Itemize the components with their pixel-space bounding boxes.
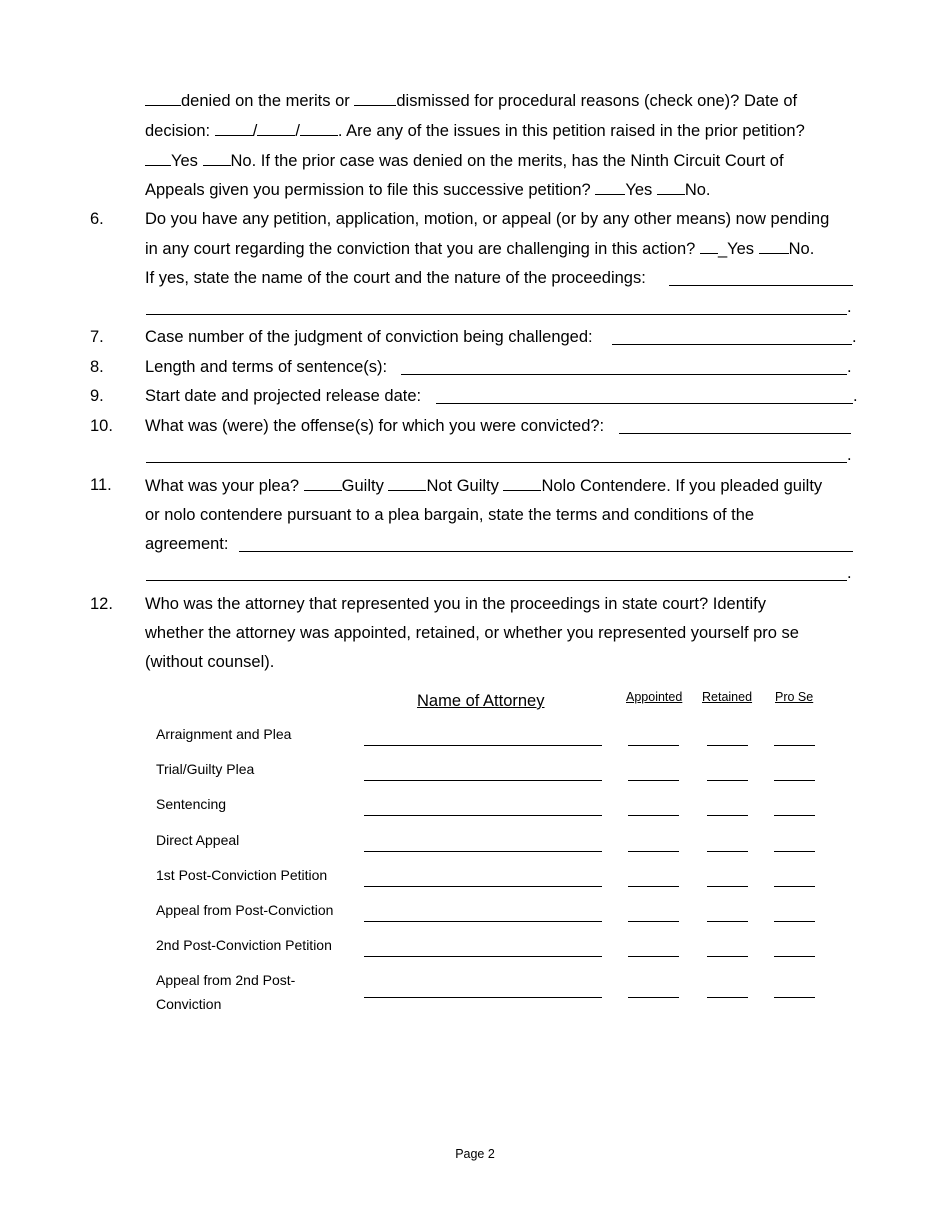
decision-date-line	[145, 120, 805, 141]
plea-agreement-field-continued[interactable]	[146, 580, 847, 581]
name-of-attorney-header: Name of Attorney	[417, 692, 545, 710]
question-number: 10.	[90, 417, 113, 435]
q6-underscore: _	[717, 240, 728, 258]
q6-yes-label: Yes	[727, 240, 759, 258]
question-number: 11.	[90, 476, 112, 494]
question-number: 7.	[90, 328, 104, 346]
stage-label: 1st Post-Conviction Petition	[156, 866, 328, 883]
stage-label: 2nd Post-Conviction Petition	[156, 937, 332, 954]
not-guilty-label: Not Guilty	[426, 477, 504, 495]
page-number: Page 2	[455, 1147, 495, 1161]
date-separator: /	[252, 122, 258, 140]
prior-petition-outcome-line	[145, 90, 797, 111]
retained-field[interactable]	[707, 921, 748, 922]
plea-question: What was your plea?	[145, 477, 304, 495]
appointed-field[interactable]	[628, 997, 679, 998]
retained-header: Retained	[702, 690, 753, 704]
appointed-field[interactable]	[628, 745, 679, 746]
q6-court-label: If yes, state the name of the court and the nature of the proceedings:	[145, 269, 646, 287]
date-separator: /	[295, 122, 300, 140]
appointed-field[interactable]	[628, 780, 679, 781]
issues-raised-question: . Are any of the issues in this petition raised in the prior petition?	[337, 122, 805, 140]
stage-label: Appeal from Post-Conviction	[156, 902, 334, 918]
q10-end-period: .	[847, 446, 852, 464]
attorney-name-field[interactable]	[364, 921, 602, 922]
attorney-name-field[interactable]	[364, 780, 602, 781]
q6-no-blank[interactable]	[759, 238, 789, 254]
release-date-field[interactable]	[436, 403, 853, 404]
case-number-field[interactable]	[612, 344, 852, 345]
permission-question: Appeals given you permission to file this successive petition?	[145, 181, 596, 199]
pro-se-field[interactable]	[774, 921, 815, 922]
sentence-length-field[interactable]	[401, 374, 847, 375]
dismissed-procedural-label: dismissed for procedural reasons (check one)? Date of	[396, 92, 798, 110]
q9-end-period: .	[853, 387, 858, 405]
permission-yes-blank[interactable]	[595, 179, 625, 195]
permission-yes-label: Yes	[625, 181, 657, 199]
attorney-name-field[interactable]	[364, 956, 602, 957]
q6-line1: Do you have any petition, application, motion, or appeal (or by any other means) now pending	[145, 210, 830, 228]
nolo-contendere-blank[interactable]	[503, 475, 541, 491]
stage-label-line: Conviction	[156, 996, 222, 1012]
stage-label: Sentencing	[156, 796, 227, 813]
q6-line3	[145, 268, 646, 288]
appointed-field[interactable]	[628, 921, 679, 922]
pro-se-header: Pro Se	[775, 690, 814, 704]
q11-end-period: .	[847, 564, 852, 582]
q7-end-period: .	[852, 328, 857, 346]
dismissed-procedural-blank[interactable]	[354, 90, 396, 106]
retained-field[interactable]	[707, 745, 748, 746]
q10-label: What was (were) the offense(s) for which you were convicted?:	[145, 417, 605, 435]
q7-label: Case number of the judgment of conviction being challenged:	[145, 328, 593, 346]
issues-raised-answer-line	[145, 150, 784, 171]
retained-field[interactable]	[707, 997, 748, 998]
q9-label: Start date and projected release date:	[145, 387, 422, 405]
pro-se-field[interactable]	[774, 745, 815, 746]
decision-day-blank[interactable]	[257, 120, 295, 136]
retained-field[interactable]	[707, 851, 748, 852]
question-number: 12.	[90, 595, 113, 613]
attorney-name-field[interactable]	[364, 886, 602, 887]
question-number: 6.	[90, 210, 104, 228]
stage-label: Direct Appeal	[156, 831, 240, 848]
attorney-name-field[interactable]	[364, 997, 602, 998]
appointed-field[interactable]	[628, 886, 679, 887]
attorney-name-field[interactable]	[364, 815, 602, 816]
issues-no-blank[interactable]	[203, 150, 231, 166]
q6-no-label: No.	[788, 240, 815, 258]
issues-yes-blank[interactable]	[145, 150, 171, 166]
appointed-field[interactable]	[628, 956, 679, 957]
q6-line2	[145, 238, 814, 259]
q12-line3: (without counsel).	[145, 653, 275, 671]
permission-line	[145, 179, 711, 200]
permission-no-label: No.	[684, 181, 711, 199]
stage-label: Trial/Guilty Plea	[156, 761, 255, 778]
decision-year-blank[interactable]	[300, 120, 338, 136]
guilty-label: Guilty	[341, 477, 389, 495]
decision-date-label: decision:	[145, 122, 215, 140]
issues-no-label: No. If the prior case was denied on the merits, has the Ninth Circuit Court of	[230, 152, 784, 170]
question-number: 8.	[90, 358, 104, 376]
q11-line2: or nolo contendere pursuant to a plea bargain, state the terms and conditions of the	[145, 506, 755, 524]
retained-field[interactable]	[707, 956, 748, 957]
q8-label: Length and terms of sentence(s):	[145, 358, 388, 376]
q11-line1	[145, 475, 822, 496]
attorney-name-field[interactable]	[364, 851, 602, 852]
q6-pending-question: in any court regarding the conviction that you are challenging in this action?	[145, 240, 700, 258]
q6-end-period: .	[847, 298, 852, 316]
question-number: 9.	[90, 387, 104, 405]
q12-line2: whether the attorney was appointed, retained, or whether you represented yourself pro se	[145, 624, 799, 642]
pro-se-field[interactable]	[774, 780, 815, 781]
appointed-header: Appointed	[626, 690, 683, 704]
stage-label-line: Appeal from 2nd Post-	[156, 972, 296, 988]
denied-merits-label: denied on the merits or	[181, 92, 355, 110]
offense-field[interactable]	[619, 433, 851, 434]
q6-yes-blank[interactable]	[700, 238, 718, 254]
q11-line3: agreement:	[145, 535, 229, 553]
nolo-contendere-label: Nolo Contendere. If you pleaded guilty	[541, 477, 823, 495]
pro-se-field[interactable]	[774, 851, 815, 852]
appointed-field[interactable]	[628, 851, 679, 852]
decision-month-blank[interactable]	[215, 120, 253, 136]
denied-merits-blank[interactable]	[145, 90, 181, 106]
pro-se-field[interactable]	[774, 815, 815, 816]
issues-yes-label: Yes	[171, 152, 203, 170]
retained-field[interactable]	[707, 886, 748, 887]
pro-se-field[interactable]	[774, 956, 815, 957]
q12-line1: Who was the attorney that represented you in the proceedings in state court? Identify	[145, 595, 766, 613]
plea-agreement-field[interactable]	[239, 551, 853, 552]
retained-field[interactable]	[707, 815, 748, 816]
pro-se-field[interactable]	[774, 997, 815, 998]
offense-field-continued[interactable]	[146, 462, 847, 463]
retained-field[interactable]	[707, 780, 748, 781]
q8-end-period: .	[847, 358, 852, 376]
appointed-field[interactable]	[628, 815, 679, 816]
q6-court-field-continued[interactable]	[146, 314, 847, 315]
stage-label: Arraignment and Plea	[156, 726, 292, 742]
permission-no-blank[interactable]	[657, 179, 685, 195]
q6-court-field[interactable]	[669, 285, 853, 286]
pro-se-field[interactable]	[774, 886, 815, 887]
attorney-name-field[interactable]	[364, 745, 602, 746]
stage-label-appeal-2nd-post-conviction	[156, 968, 295, 1016]
guilty-blank[interactable]	[304, 475, 342, 491]
not-guilty-blank[interactable]	[388, 475, 426, 491]
